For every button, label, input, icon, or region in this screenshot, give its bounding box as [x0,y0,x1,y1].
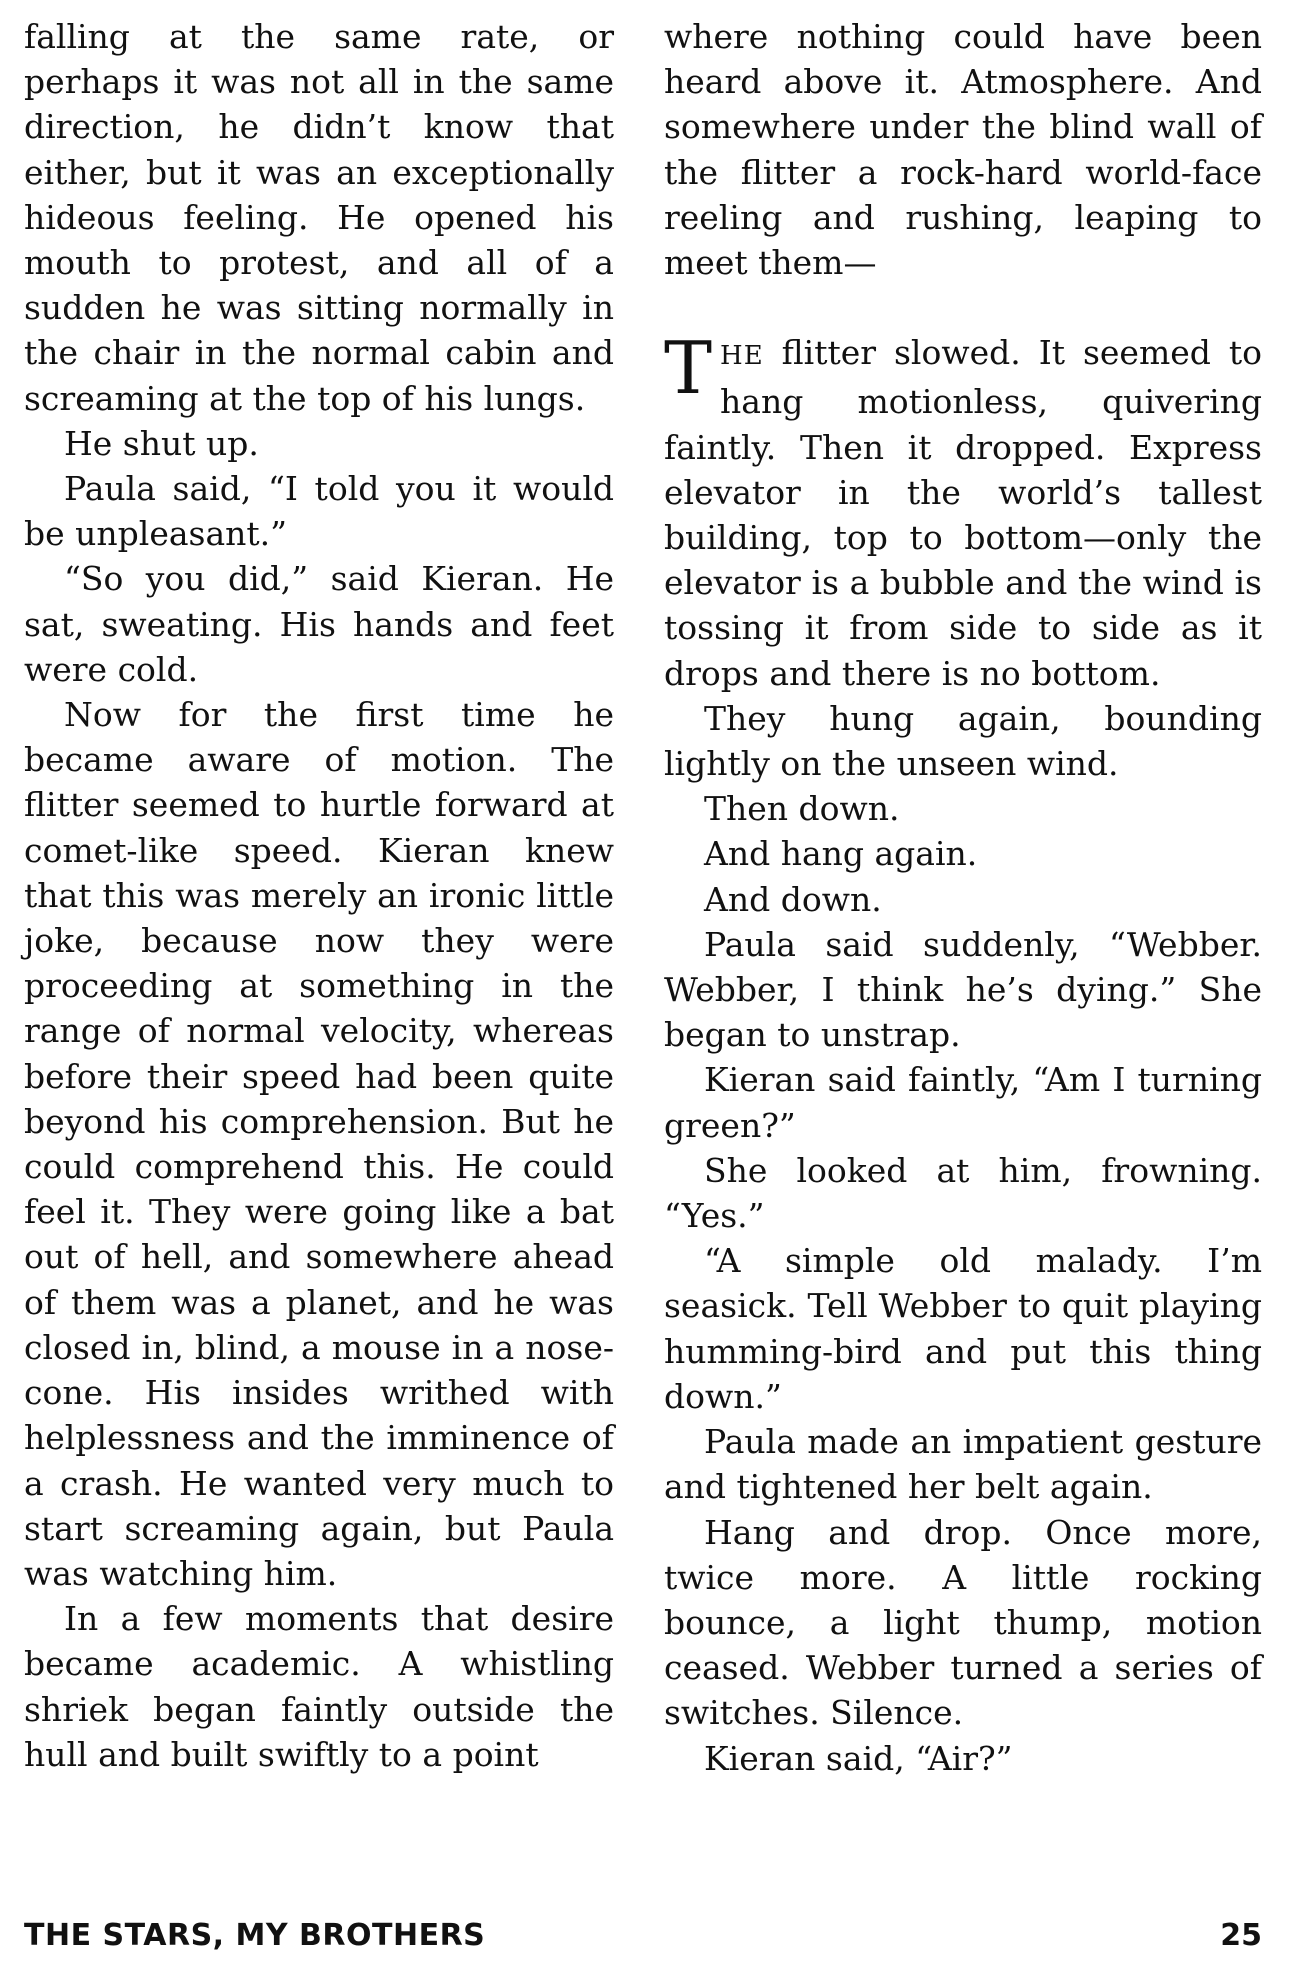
paragraph: Paula said suddenly, “Webber. Webber, I think he’s dying.” She began to unstrap. [664,924,1262,1055]
paragraph: “So you did,” said Kieran. He sat, sweating. His hands and feet were cold. [24,559,614,689]
paragraph: And hang again. [704,834,978,874]
page-number: 25 [1220,1918,1262,1953]
paragraph: Now for the first time he became aware of motion. The flitter seemed to hurtle forward at comet-like speed. Kieran knew that this was merely an ironic little joke, because now they were proceeding at something in the range of normal velocity, whereas before their speed had been quite beyond his comprehension. But he could comprehend this. He could feel it. They were going like a bat out of hell, and somewhere ahead of them was a planet, and he was closed in, blind, a mouse in a nose-cone. His insides writhed with helplessness and the imminence of a crash. He wanted very much to start screaming again, but Paula was watching him. [24,695,614,1593]
paragraph: He shut up. [64,423,259,463]
section-opening-paragraph [664,326,1262,696]
right-column [664,14,1262,1781]
running-title: THE STARS, MY BROTHERS [24,1918,486,1953]
paragraph: They hung again, bounding lightly on the unseen wind. [664,698,1262,784]
paragraph: She looked at him, frowning. “Yes.” [664,1150,1262,1236]
paragraph: And down. [704,879,882,919]
paragraph: Paula made an impatient gesture and tightened her belt again. [664,1422,1262,1507]
small-caps-lead: HE [720,341,764,372]
paragraph-continuation: where nothing could have been heard above it. Atmosphere. And somewhere under the blind wall of the flitter a rock-hard world-face reeling and rushing, leaping to meet them— [664,17,1262,283]
paragraph: Then down. [704,789,900,829]
paragraph: Paula said, “I told you it would be unpleasant.” [24,469,614,554]
paragraph: In a few moments that desire became academic. A whistling shriek began faintly outside the hull and built swiftly to a point [24,1599,614,1774]
section-opening-text: flitter slowed. It seemed to hang motionless, quivering faintly. Then it dropped. Express elevator in the world’s tallest building, top to bottom—only the elevator is a bubble and the wind is tossing it from side to side as it drops and there is no bottom. [664,333,1262,693]
paragraph: Kieran said, “Air?” [704,1738,1013,1778]
paragraph: falling at the same rate, or perhaps it was not all in the same direction, he didn’t know that either, but it was an exceptionally hideous feeling. He opened his mouth to protest, and all of a sudden he was sitting normally in the chair in the normal cabin and screaming at the top of his lungs. [24,17,614,418]
paragraph: Kieran said faintly, “Am I turning green?” [664,1060,1262,1145]
left-column [24,14,614,1777]
paragraph: Hang and drop. Once more, twice more. A little rocking bounce, a light thump, motion ceased. Webber turned a series of switches. Silence. [664,1512,1262,1733]
drop-cap-initial: T [664,326,713,411]
paragraph: “A simple old malady. I’m seasick. Tell Webber to quit playing humming-bird and put this thing down.” [664,1241,1262,1416]
page-footer [24,1918,1262,1962]
